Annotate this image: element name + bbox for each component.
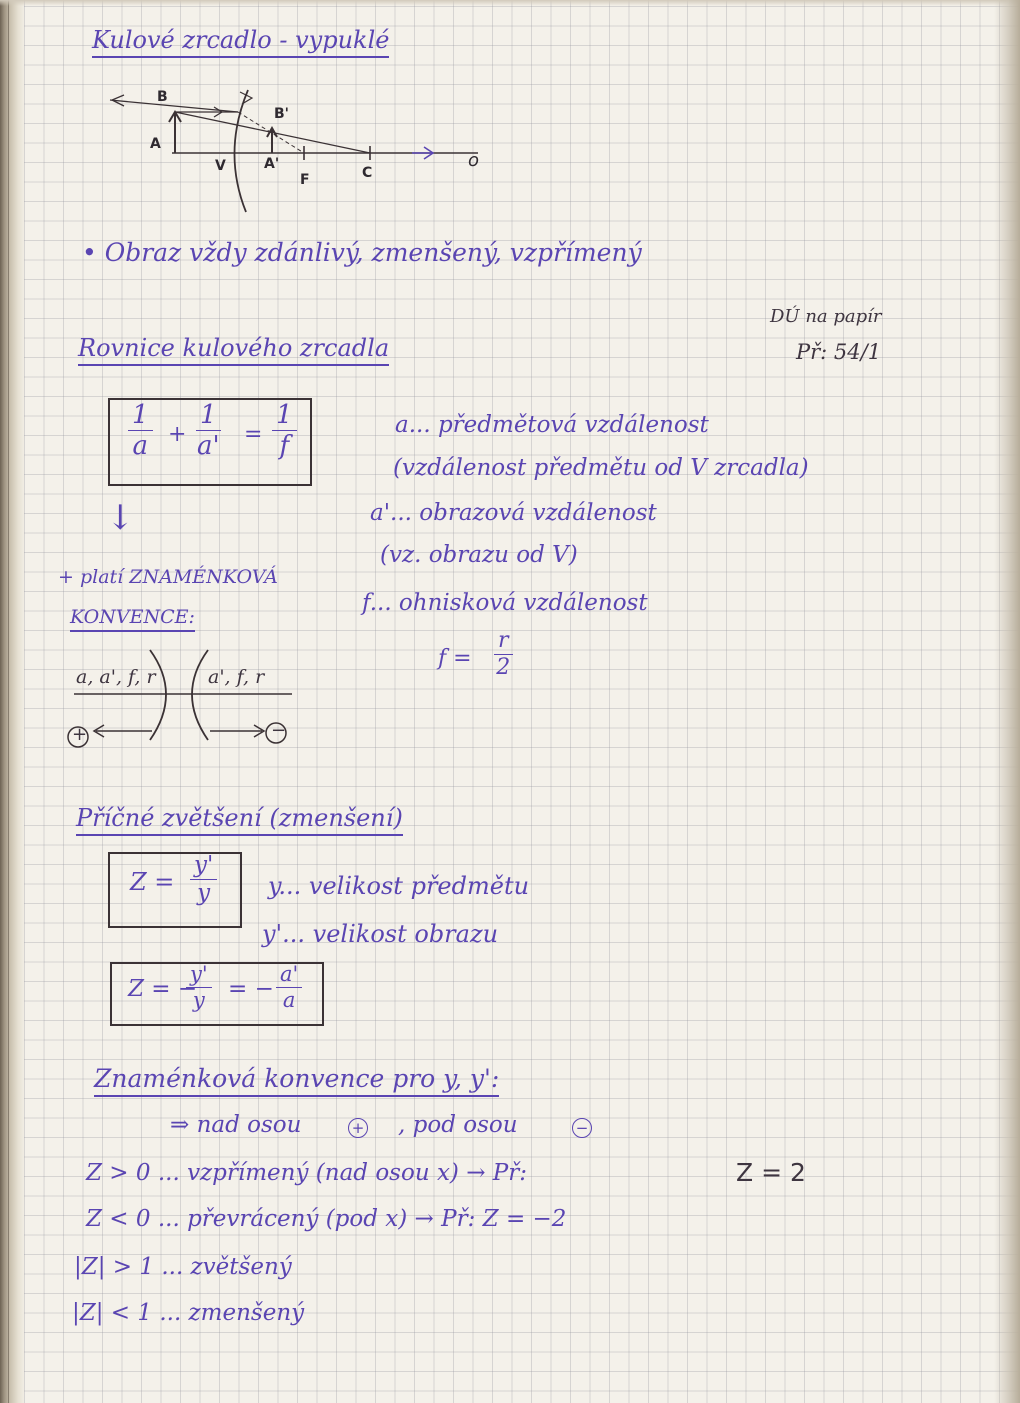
label-A: A	[150, 136, 161, 152]
sign-subtitle-b: , pod osou	[398, 1112, 518, 1138]
y-prime-over-y-2	[186, 964, 212, 1011]
convention-line1: + platí ZNAMÉNKOVÁ	[58, 566, 278, 588]
above-axis-plus: +	[348, 1118, 368, 1138]
sign-subtitle-a: ⇒ nad osou	[170, 1112, 302, 1138]
def-a: a... předmětová vzdálenost	[395, 412, 709, 438]
f-formula-fraction	[494, 630, 513, 679]
label-A-prime: A'	[264, 156, 280, 172]
label-F: F	[300, 172, 310, 188]
convention-mirror-left	[150, 650, 166, 740]
magnification-title: Příčné zvětšení (zmenšení)	[76, 804, 403, 836]
y-prime-over-y	[190, 854, 217, 905]
m2-den2: a	[282, 988, 296, 1012]
f-formula-den: 2	[496, 655, 511, 680]
rule-enlarged: |Z| > 1 ... zvětšený	[74, 1254, 292, 1280]
convention-left-labels: a, a', f, r	[76, 666, 156, 688]
convention-plus: +	[72, 724, 88, 745]
convention-right-labels: a', f, r	[208, 666, 265, 688]
frac1-num: 1	[128, 402, 153, 431]
magnification-box-1	[108, 852, 242, 928]
homework-line1: DÚ na papír	[770, 306, 882, 327]
m2-den1: y	[192, 988, 205, 1012]
def-y: y... velikost předmětu	[268, 872, 530, 900]
label-o: o	[468, 150, 480, 171]
frac1-den: a	[132, 431, 149, 461]
z-lhs-2: Z = −	[128, 976, 198, 1002]
convention-mirror-right	[192, 650, 208, 740]
frac2-den: a'	[196, 431, 220, 461]
f-formula-num: r	[494, 630, 513, 655]
rule-positive-example: Z = 2	[736, 1158, 806, 1187]
label-B-prime: B'	[274, 106, 289, 122]
m2-num2: a'	[276, 964, 302, 988]
convention-minus: −	[271, 720, 287, 741]
def-a-note: (vzdálenost předmětu od V zrcadla)	[393, 455, 809, 481]
below-axis-minus: −	[572, 1118, 592, 1138]
frac3-num: 1	[272, 402, 297, 431]
def-a-prime-note: (vz. obrazu od V)	[380, 542, 578, 568]
label-B: B	[157, 89, 168, 105]
def-y-prime: y'... velikost obrazu	[262, 920, 499, 948]
down-arrow: ↓	[106, 498, 135, 538]
equation-title: Rovnice kulového zrcadla	[78, 334, 389, 366]
sign-title: Znaménková konvence pro y, y':	[94, 1064, 499, 1097]
plus-sign: +	[168, 422, 187, 447]
z-lhs-1: Z =	[130, 868, 175, 896]
z-mid-2: = −	[228, 976, 274, 1002]
def-a-prime: a'... obrazová vzdálenost	[370, 500, 657, 526]
equals-sign: =	[244, 422, 263, 447]
def-f: f... ohnisková vzdálenost	[362, 590, 648, 616]
homework-line2: Př: 54/1	[796, 340, 882, 364]
label-V: V	[215, 158, 226, 174]
frac3-den: f	[279, 431, 290, 461]
rule-reduced: |Z| < 1 ... zmenšený	[72, 1300, 305, 1326]
a-prime-over-a	[276, 964, 302, 1011]
f-formula-lhs: f =	[438, 646, 472, 671]
mirror-title: Kulové zrcadlo - vypuklé	[92, 26, 389, 58]
rule-positive: Z > 0 ... vzpřímený (nad osou x) → Př:	[86, 1160, 527, 1186]
rule-negative: Z < 0 ... převrácený (pod x) → Př: Z = −2	[86, 1206, 567, 1232]
convention-line2: KONVENCE:	[70, 606, 195, 632]
image-properties-note: • Obraz vždy zdánlivý, zmenšený, vzpřímený	[82, 238, 642, 267]
m2-num1: y'	[186, 964, 212, 988]
m1-num: y'	[190, 854, 217, 880]
label-C: C	[362, 165, 373, 181]
m1-den: y	[197, 880, 211, 906]
frac2-num: 1	[196, 402, 221, 431]
